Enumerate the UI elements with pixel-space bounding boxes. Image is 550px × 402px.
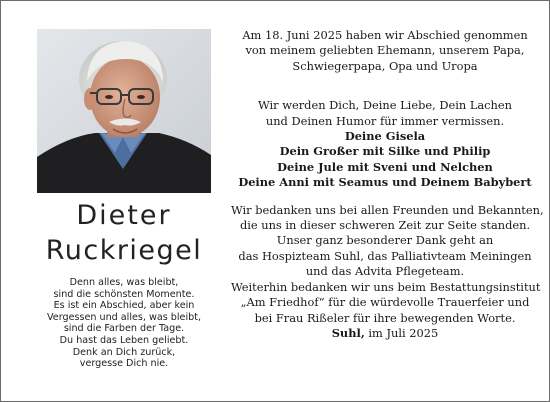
family-member: Deine Gisela [344, 129, 426, 144]
poem-line: sind die Farben der Tage. [63, 323, 185, 335]
poem-line: Denn alles, was bleibt, [69, 277, 179, 288]
portrait-illustration [37, 29, 211, 193]
poem-line: sind die schönsten Momente. [53, 288, 195, 300]
poem-line: Vergessen und alles, was bleibt, [46, 311, 202, 323]
thanks-line: die uns in dieser schweren Zeit zur Seite standen. [239, 218, 531, 233]
family-member: Deine Jule mit Sveni und Nelchen [277, 159, 493, 174]
portrait-photo [37, 29, 211, 193]
thanks-paragraph [231, 202, 544, 326]
family-member: Deine Anni mit Seamus und Deinem Babybert [238, 175, 532, 190]
intro-line: Schwiegerpapa, Opa und Uropa [292, 58, 478, 73]
poem-line: Denk an Dich zurück, [72, 346, 176, 358]
signoff-date: im Juli 2025 [364, 325, 439, 340]
signoff [231, 326, 539, 341]
thanks-line: Weiterhin bedanken wir uns beim Bestattungsinstitut [231, 279, 541, 294]
last-name: Ruckriegel [45, 235, 203, 266]
intro-line: Am 18. Juni 2025 haben wir Abschied genommen [242, 28, 528, 42]
thanks-line: und das Advita Pflegeteam. [305, 264, 465, 279]
thanks-line: Unser ganz besonderer Dank geht an [276, 233, 494, 248]
announcement-text [231, 28, 544, 341]
poem-line: Du hast das Leben geliebt. [59, 334, 189, 346]
deceased-name [15, 199, 233, 269]
first-name: Dieter [76, 200, 172, 231]
remember-paragraph [231, 98, 539, 129]
intro-line: von meinem geliebten Ehemann, unserem Papa, [245, 43, 525, 58]
remember-line: und Deinen Humor für immer vermissen. [265, 113, 505, 128]
remember-line: Wir werden Dich, Deine Liebe, Dein Lachen [258, 98, 512, 113]
family-list [231, 129, 539, 191]
thanks-line: Wir bedanken uns bei allen Freunden und Bekannten, [231, 202, 544, 217]
signoff-place: Suhl, [331, 325, 365, 340]
thanks-line: bei Frau Rißeler für ihre bewegenden Worte. [254, 310, 516, 325]
thanks-line: „Am Friedhof“ für die würdevolle Trauerfeier und [240, 295, 530, 310]
memorial-poem [15, 277, 233, 370]
poem-line: Es ist ein Abschied, aber kein [53, 300, 195, 312]
family-member: Dein Großer mit Silke und Philip [279, 144, 491, 159]
thanks-line: das Hospizteam Suhl, das Palliativteam Meiningen [238, 248, 532, 263]
intro-paragraph [231, 28, 539, 74]
poem-line: vergesse Dich nie. [79, 358, 169, 370]
